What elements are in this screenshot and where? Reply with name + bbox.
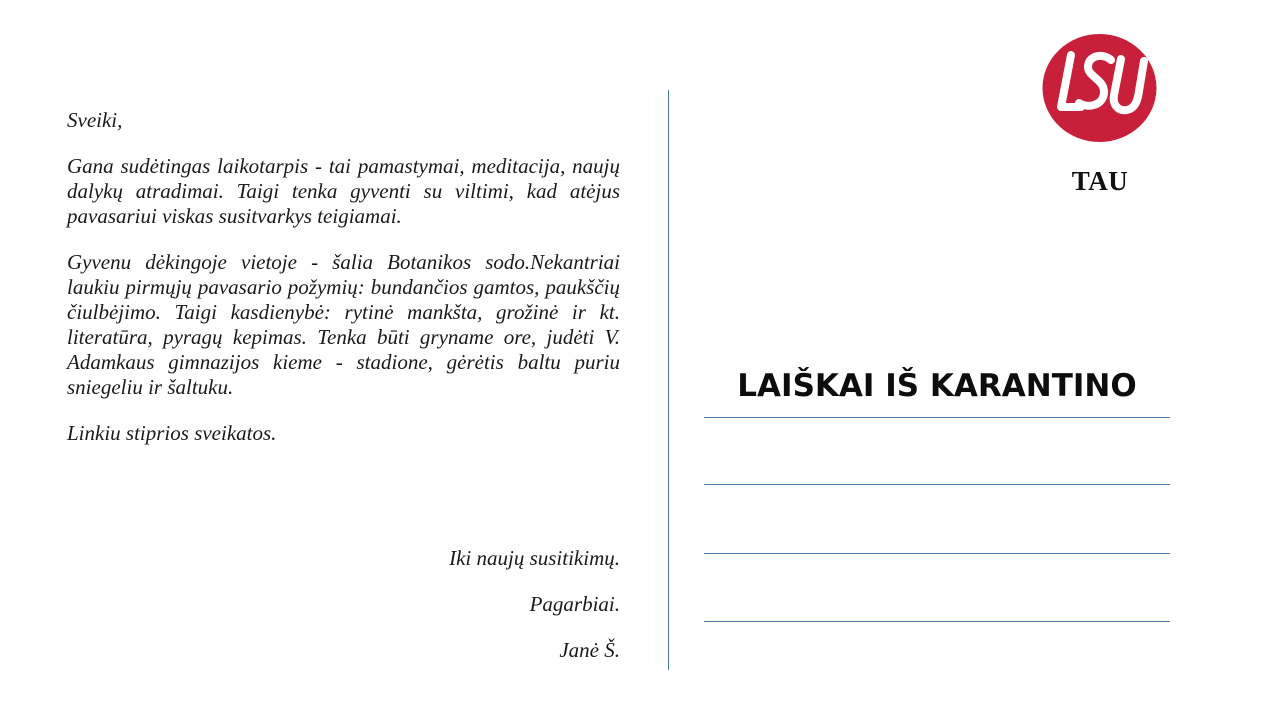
closing-farewell: Iki naujų susitikimų. [449,546,620,570]
lsu-logo-icon [1041,33,1158,143]
postcard-divider [668,90,669,670]
lsu-logo [1041,33,1158,143]
address-line [704,417,1170,418]
letter-paragraph-1: Gana sudėtingas laikotarpis - tai pamastymai, meditacija, naujų dalykų atradimai. Taigi tenka gyventi su viltimi, kad atėjus pavasariui viskas susitvarkys teigiamai. [67,154,620,228]
address-line [704,553,1170,554]
letter-paragraph-2: Gyvenu dėkingoje vietoje - šalia Botanikos sodo.Nekantriai laukiu pirmųjų pavasario požymių: bundančios gamtos, paukščių čiulbėjimo. Taigi kasdienybė: rytinė mankšta, grožinė ir kt. literatūra, pyragų kepimas. Tenka būti gryname ore, judėti V. Adamkaus gimnazijos kieme - stadione, gėrėtis baltu puriu sniegeliu ir šaltuku. [67,250,620,399]
letter-greeting: Sveiki, [67,108,123,132]
closing-signature: Janė Š. [559,638,620,662]
closing-regards: Pagarbiai. [529,592,620,616]
letter-wish: Linkiu stiprios sveikatos. [67,421,277,445]
postcard-title: LAIŠKAI IŠ KARANTINO [737,368,1137,404]
address-line [704,484,1170,485]
address-line [704,621,1170,622]
recipient-label: TAU [1071,166,1129,196]
letter-closing [300,0,620,720]
